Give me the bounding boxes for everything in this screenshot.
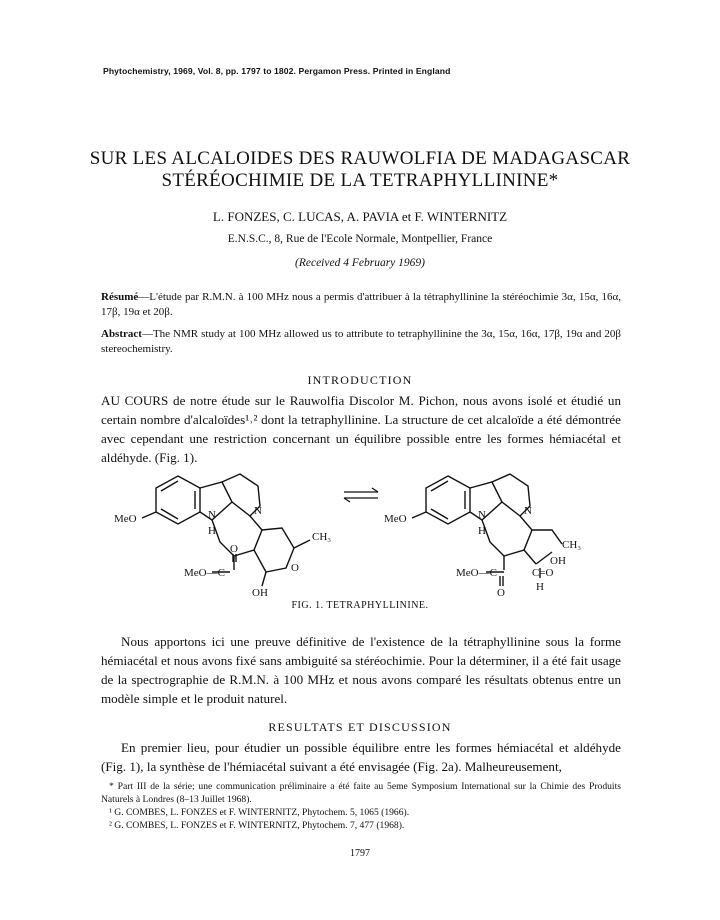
left-oh-label: OH: [252, 587, 268, 599]
article-title-line-2: STÉRÉOCHIMIE DE LA TETRAPHYLLININE*: [161, 170, 559, 191]
abstract-block: [101, 327, 621, 357]
footnote-ref-2: ² G. COMBES, L. FONZES et F. WINTERNITZ, Phytochem. 7, 477 (1968).: [109, 820, 405, 831]
results-paragraph: En premier lieu, pour étudier un possible équilibre entre les formes hémiacétal et aldéhyde (Fig. 1), la synthèse de l'hémiacétal suivant a été envisagée (Fig. 2a). Malheureusement,: [101, 740, 621, 774]
left-ch3-label: CH₃: [312, 531, 332, 543]
footnote-ref-1: ¹ G. COMBES, L. FONZES et F. WINTERNITZ, Phytochem. 5, 1065 (1966).: [109, 807, 410, 818]
left-carbonyl-o-label: O: [230, 543, 238, 555]
author-list: L. FONZES, C. LUCAS, A. PAVIA et F. WINTERNITZ: [212, 209, 508, 224]
resume-text: —L'étude par R.M.N. à 100 MHz nous a permis d'attribuer à la tétraphyllinine la stéréochimie 3α, 15α, 16α, 17β, 19α et 20β.: [101, 291, 621, 318]
resume-label: Résumé: [101, 291, 139, 303]
right-n-label: N: [478, 509, 486, 521]
article-title-line-1: SUR LES ALCALOIDES DES RAUWOLFIA DE MADAGASCAR: [89, 148, 631, 169]
right-benzene-ring: [426, 476, 470, 524]
left-structure-labels: [114, 505, 331, 599]
footnote-star: * Part III de la série; une communication préliminaire a été faite au 5eme Symposium International sur la Chimie des Produits Naturels à Londres (8–13 Juillet 1968).: [101, 781, 621, 805]
right-h-bottom-label: H: [536, 581, 544, 593]
received-date: (Received 4 February 1969): [295, 257, 425, 269]
left-ester-label: MeO—C: [184, 567, 225, 579]
right-h-label: H: [478, 525, 486, 537]
right-oh-label: OH: [550, 555, 566, 567]
affiliation: E.N.S.C., 8, Rue de l'Ecole Normale, Montpellier, France: [227, 233, 493, 245]
right-aldehyde-label: C=O: [532, 567, 554, 579]
left-benzene-ring: [156, 476, 200, 524]
abstract-label: Abstract: [101, 328, 142, 340]
left-n-label: N: [208, 509, 216, 521]
journal-citation: Phytochemistry, 1969, Vol. 8, pp. 1797 to 1802. Pergamon Press. Printed in England: [103, 66, 451, 76]
right-ester-label: MeO—C: [456, 567, 497, 579]
left-n-top-label: N: [254, 505, 262, 517]
right-ch3-label: CH₃: [562, 539, 582, 551]
left-structure: [142, 474, 310, 586]
equilibrium-arrows: [344, 488, 378, 502]
left-meo-label: MeO: [114, 513, 137, 525]
resume-block: [101, 290, 621, 320]
introduction-paragraph-2: Nous apportons ici une preuve définitive de l'existence de la tétraphyllinine sous la forme hémiacétal et nous avons fixé sans ambiguité sa stéréochimie. Pour la déterminer, il a été fait usage de la spectrographie de R.M.N. à 100 MHz et nous avons comparé les résultats obtenus entre un modèle simple et le produit naturel.: [101, 634, 621, 706]
figure-1-caption: FIG. 1. TETRAPHYLLININE.: [291, 600, 429, 611]
right-o-label: O: [497, 587, 505, 599]
right-n-top-label: N: [524, 505, 532, 517]
abstract-text: —The NMR study at 100 MHz allowed us to attribute to tetraphyllinine the 3α, 15α, 16α, 17β, 19α and 20β stereochemistry.: [101, 328, 621, 355]
results-heading: RESULTATS ET DISCUSSION: [268, 720, 452, 734]
page-number: 1797: [350, 848, 370, 859]
footnotes: [101, 780, 621, 832]
right-meo-label: MeO: [384, 513, 407, 525]
figure-1-structures: [100, 468, 620, 600]
introduction-paragraph-1: AU COURS de notre étude sur le Rauwolfia Discolor M. Pichon, nous avons isolé et étudié un certain nombre d'alcaloïdes¹˒² dont la tetraphyllinine. La structure de cet alcaloïde a été démontrée avec cependant une restriction concernant un équilibre possible entre les formes hémiacétal et aldéhyde. (Fig. 1).: [101, 393, 621, 465]
left-h-label: H: [208, 525, 216, 537]
introduction-heading: INTRODUCTION: [307, 373, 413, 387]
left-ring-o-label: O: [291, 562, 299, 574]
